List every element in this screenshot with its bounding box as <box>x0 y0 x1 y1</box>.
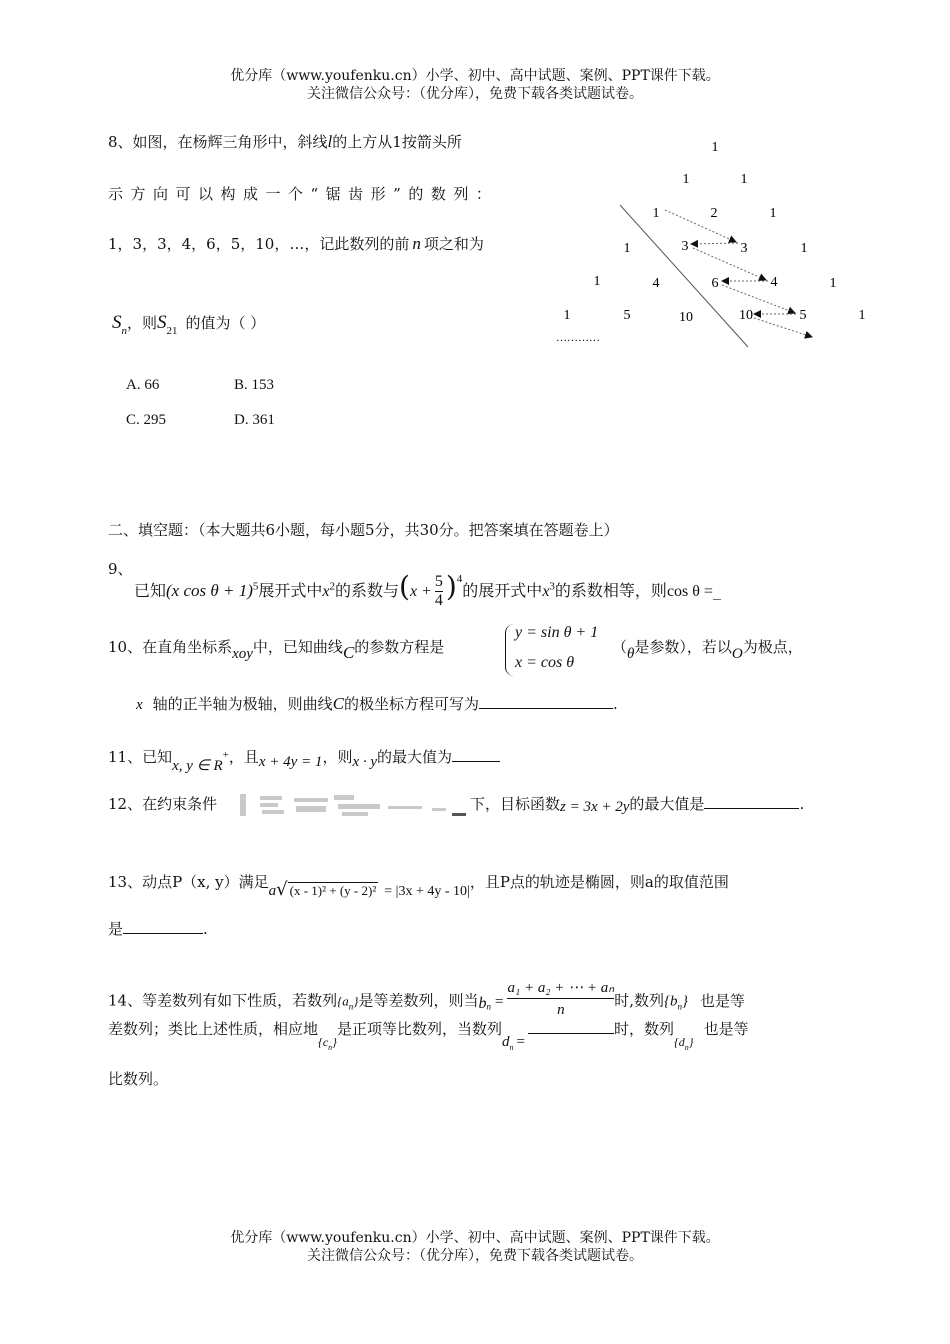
tri-num: 1 <box>858 308 866 323</box>
q10-line-2: x 轴的正半轴为极轴，则曲线C的极坐标方程可写为 . <box>136 694 618 713</box>
q8-option-b: B. 153 <box>234 377 275 393</box>
arrow-2 <box>691 243 738 244</box>
tri-num: 3 <box>740 241 748 256</box>
header-line-1: 优分库（www.youfenku.cn）小学、初中、高中试题、案例、PPT课件下载。 <box>230 68 720 84</box>
q12-line: 12、在约束条件 <box>108 795 218 813</box>
tri-num: 1 <box>740 172 748 187</box>
q10-eq-1: y = sin θ + 1 <box>515 624 599 641</box>
q13-line-2: 是 . <box>108 920 208 938</box>
q10-answer-blank[interactable] <box>479 694 613 709</box>
q14-line-3: 比数列。 <box>108 1070 169 1088</box>
q9-body: 已知(x cos θ + 1)$^5$展开式中$x^2$的系数与(x + $\frac{5}{4}$ )$^4$的展开式中$x^3$的系数相等，则cos θ =_ <box>134 570 721 609</box>
q12-answer-blank[interactable] <box>704 794 799 809</box>
tri-num: 4 <box>652 276 660 291</box>
tri-num: 10 <box>739 308 753 323</box>
q14-line-1: 14、等差数列有如下性质，若数列$\{a_n\}$是等差数列，则当$b_n$ = $\frac{\text{a₁ + a₂ + ⋯ + aₙ}}{n}$ 时,数列$\{b_n\}$ 也是等 <box>108 980 746 1018</box>
q10-line-1: 10、在直角坐标系xoy中，已知曲线C的参数方程是 <box>108 638 445 662</box>
tri-num: 5 <box>799 308 807 323</box>
q14-answer-blank[interactable] <box>528 1019 614 1034</box>
footer-line-1: 优分库（www.youfenku.cn）小学、初中、高中试题、案例、PPT课件下载。 <box>230 1230 720 1246</box>
tri-num: 4 <box>770 275 778 290</box>
q10-line-1-tail: （θ是参数），若以O为极点， <box>612 638 803 662</box>
tri-num: 3 <box>681 239 689 254</box>
q8-line-2: 示方向可以构成一个“锯齿形”的数列： <box>108 185 499 203</box>
q14-line-2: 差数列；类比上述性质，相应地$_{\{cn\}}$是正项等比数列，当数列$d_n$ =时，数列$_{\{dn\}}$也是等 <box>108 1020 749 1052</box>
tri-num: 1 <box>800 241 808 256</box>
section-2-title: 二、填空题：（本大题共6小题，每小题5分，共30分。把答案填在答题卷上） <box>108 521 619 539</box>
q8-option-a: A. 66 <box>126 377 160 393</box>
q8-line-4: $S_n$，则$S_{21}$ 的值为（ ） <box>112 312 266 337</box>
tri-num: 1 <box>711 140 719 155</box>
q8-line-3: 1，3，3，4，6，5，10，…，记此数列的前 n 项之和为 <box>108 234 484 253</box>
tri-num: 5 <box>623 308 631 323</box>
q13-line-1: 13、动点P（x, y）满足a√ (x - 1)² + (y - 2)² = |3x + 4y - 10|，且P点的轨迹是椭圆，则a的取值范围 <box>108 873 729 900</box>
header-line-2: 关注微信公众号：（优分库），免费下载各类试题试卷。 <box>307 86 643 102</box>
tri-num: 6 <box>711 276 719 291</box>
yanghui-triangle-figure <box>550 125 890 355</box>
tri-num: 1 <box>623 241 631 256</box>
tri-num: 1 <box>769 206 777 221</box>
q13-answer-blank[interactable] <box>123 919 203 934</box>
arrow-1 <box>665 210 736 242</box>
q9-number: 9、 <box>108 560 133 578</box>
arrow-3 <box>693 248 766 280</box>
q11-answer-blank[interactable] <box>452 747 500 762</box>
tri-num: 1 <box>593 274 601 289</box>
q8-line-1: 8、如图，在杨辉三角形中，斜线l的上方从1按箭头所 <box>108 132 462 151</box>
slant-line-l <box>620 205 748 347</box>
q10-brace <box>505 624 514 676</box>
q11-line: 11、已知x, y ∈ R+，且x + 4y = 1，则x · y的最大值为 <box>108 746 500 767</box>
q8-option-d: D. 361 <box>234 412 275 428</box>
footer-line-2: 关注微信公众号：（优分库），免费下载各类试题试卷。 <box>307 1248 643 1264</box>
q10-eq-2: x = cos θ <box>515 654 575 671</box>
q8-option-c: C. 295 <box>126 412 167 428</box>
q12-line-tail: 下，目标函数z = 3x + 2y的最大值是 . <box>470 795 805 815</box>
tri-num: 1 <box>563 308 571 323</box>
tri-ellipsis: ………… <box>556 332 600 344</box>
arrow-5 <box>722 285 795 313</box>
tri-num: 1 <box>652 206 660 221</box>
tri-num: 1 <box>682 172 690 187</box>
q12-constraint-image <box>230 792 468 818</box>
tri-num: 10 <box>679 310 693 325</box>
tri-num: 2 <box>710 206 718 221</box>
tri-num: 1 <box>829 276 837 291</box>
